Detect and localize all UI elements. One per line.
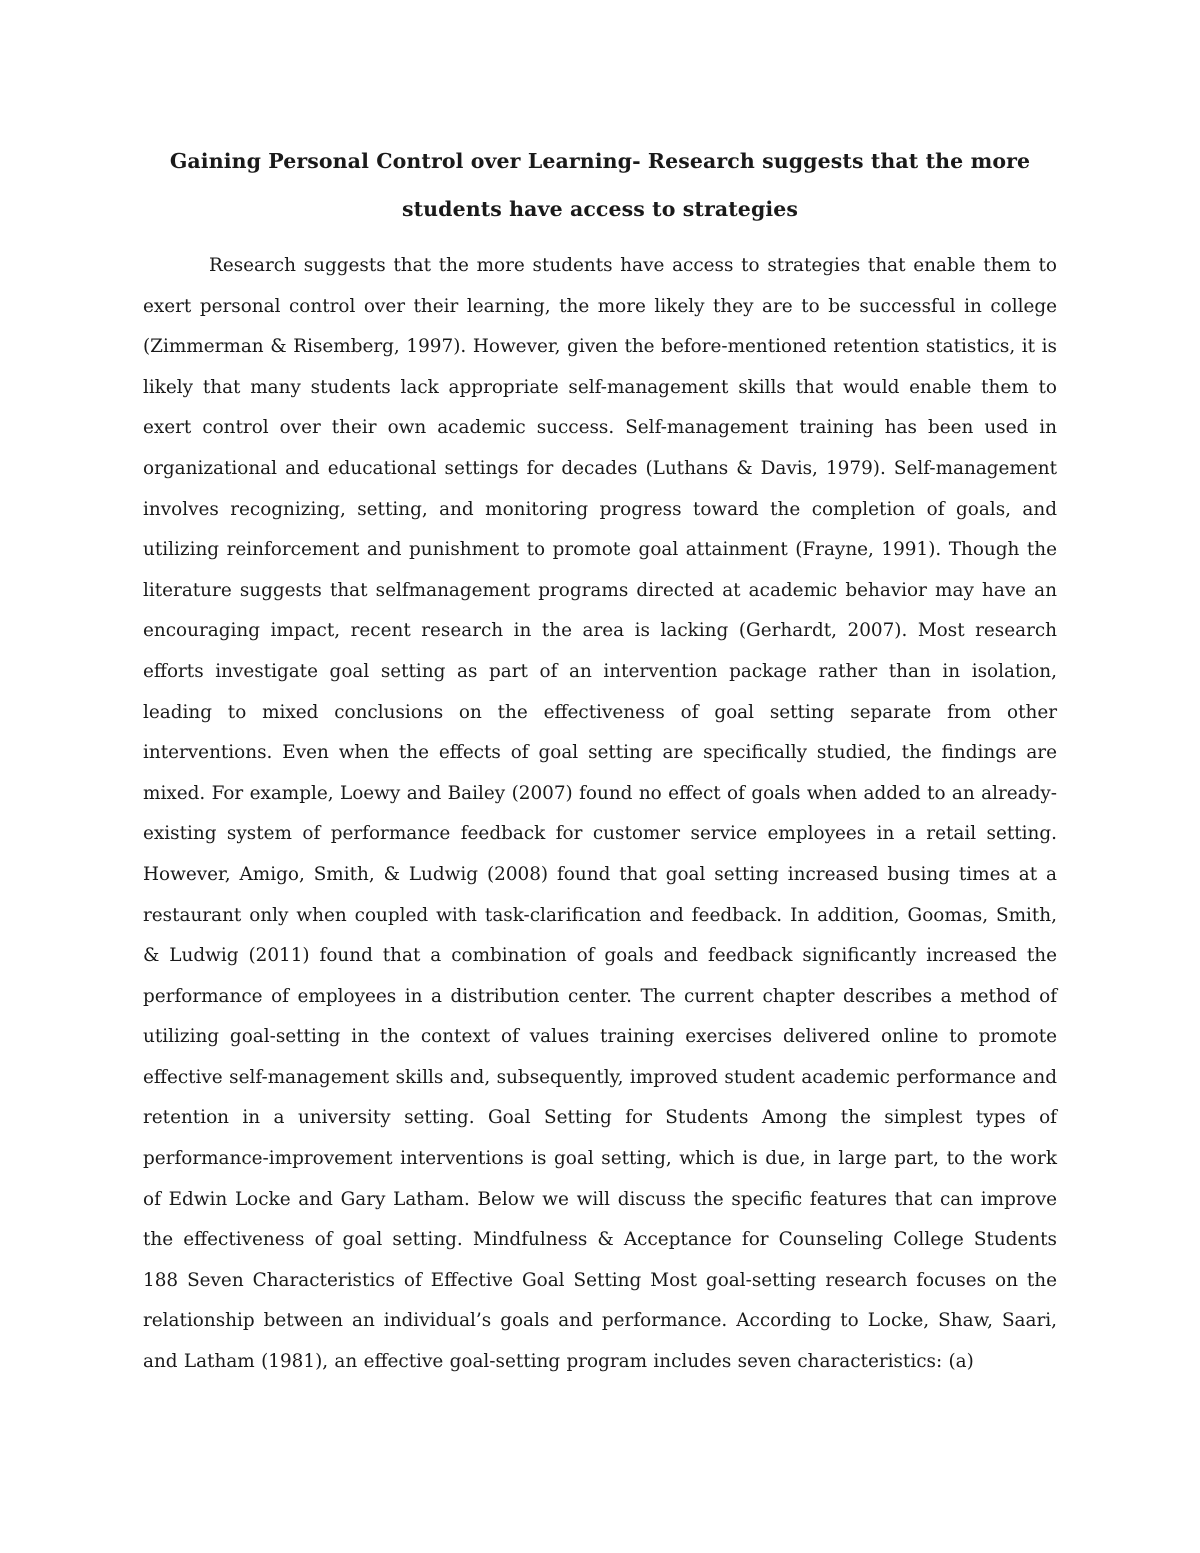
body-paragraph: Research suggests that the more students have access to strategies that enable them to exert personal control over their learning, the more likely they are to be successful in college (Zimmerman & Risemberg, 1997). However, given the before-mentioned retention statistics, it is likely that many students lack appropriate self-management skills that would enable them to exert control over their own academic success. Self-management training has been used in organizational and educational settings for decades (Luthans & Davis, 1979). Self-management involves recognizing, setting, and monitoring progress toward the completion of goals, and utilizing reinforcement and punishment to promote goal attainment (Frayne, 1991). Though the literature suggests that selfmanagement programs directed at academic behavior may have an encouraging impact, recent research in the area is lacking (Gerhardt, 2007). Most research efforts investigate goal setting as part of an intervention package rather than in isolation, leading to mixed conclusions on the effectiveness of goal setting separate from other interventions. Even when the effects of goal setting are specifically studied, the findings are mixed. For example, Loewy and Bailey (2007) found no effect of goals when added to an already-existing system of performance feedback for customer service employees in a retail setting. However, Amigo, Smith, & Ludwig (2008) found that goal setting increased busing times at a restaurant only when coupled with task-clarification and feedback. In addition, Goomas, Smith, & Ludwig (2011) found that a combination of goals and feedback significantly increased the performance of employees in a distribution center. The current chapter describes a method of utilizing goal-setting in the context of values training exercises delivered online to promote effective self-management skills and, subsequently, improved student academic performance and retention in a university setting. Goal Setting for Students Among the simplest types of performance-improvement interventions is goal setting, which is due, in large part, to the work of Edwin Locke and Gary Latham. Below we will discuss the specific features that can improve the effectiveness of goal setting. Mindfulness & Acceptance for Counseling College Students 188 Seven Characteristics of Effective Goal Setting Most goal-setting research focuses on the relationship between an individual’s goals and performance. According to Locke, Shaw, Saari, and Latham (1981), an effective goal-setting program includes seven characteristics: (a) — [143, 255, 1057, 1373]
document-title: Gaining Personal Control over Learning- Research suggests that the more students have access to strategies — [169, 149, 1031, 221]
